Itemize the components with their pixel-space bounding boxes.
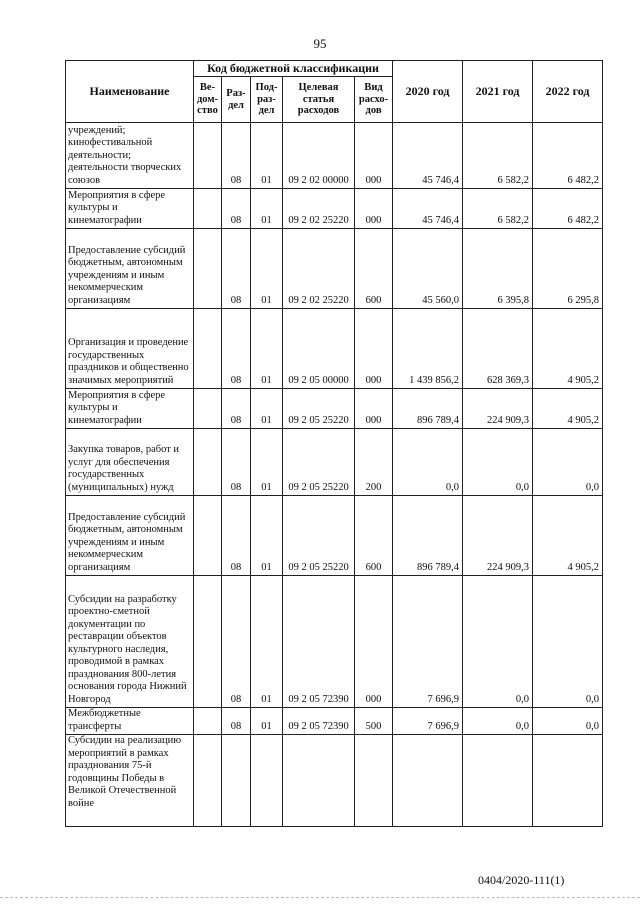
row-razdel: 08 <box>222 229 251 309</box>
row-2020 <box>393 735 463 827</box>
row-ved <box>194 123 222 189</box>
row-2022: 6 295,8 <box>533 229 603 309</box>
row-2022: 6 482,2 <box>533 189 603 229</box>
row-vid: 200 <box>355 429 393 496</box>
row-name: Организация и проведение государственных праздников и общественно значимых мероприятий <box>66 309 194 389</box>
row-podrazdel <box>251 735 283 827</box>
row-ved <box>194 229 222 309</box>
row-vid: 000 <box>355 576 393 708</box>
row-target: 09 2 05 25220 <box>283 389 355 429</box>
row-2020: 7 696,9 <box>393 708 463 735</box>
row-vid: 000 <box>355 123 393 189</box>
row-2020: 0,0 <box>393 429 463 496</box>
table-row <box>66 429 603 496</box>
row-ved <box>194 735 222 827</box>
header-2020: 2020 год <box>393 61 463 123</box>
row-name: учреждений; кинофестивальной деятельности; деятельности творческих союзов <box>66 123 194 189</box>
row-2022: 4 905,2 <box>533 309 603 389</box>
row-name: Межбюджетные трансферты <box>66 708 194 735</box>
row-2021: 628 369,3 <box>463 309 533 389</box>
row-name: Мероприятия в сфере культуры и кинематографии <box>66 189 194 229</box>
row-2021: 6 582,2 <box>463 189 533 229</box>
row-ved <box>194 309 222 389</box>
row-2020: 45 746,4 <box>393 189 463 229</box>
row-razdel: 08 <box>222 576 251 708</box>
header-name: Наименование <box>66 61 194 123</box>
row-vid <box>355 735 393 827</box>
row-razdel: 08 <box>222 389 251 429</box>
row-target: 09 2 05 25220 <box>283 496 355 576</box>
table-row <box>66 123 603 189</box>
row-target: 09 2 05 72390 <box>283 576 355 708</box>
table-row <box>66 708 603 735</box>
table-row <box>66 576 603 708</box>
row-2021: 224 909,3 <box>463 496 533 576</box>
row-podrazdel: 01 <box>251 189 283 229</box>
row-ved <box>194 389 222 429</box>
row-ved <box>194 496 222 576</box>
row-2022: 0,0 <box>533 429 603 496</box>
row-2020: 1 439 856,2 <box>393 309 463 389</box>
table-row <box>66 309 603 389</box>
row-2020: 45 746,4 <box>393 123 463 189</box>
row-razdel <box>222 735 251 827</box>
header-podrazdel: Под-раз-дел <box>251 77 283 123</box>
row-target: 09 2 05 25220 <box>283 429 355 496</box>
table-body <box>66 123 603 827</box>
budget-table <box>65 60 603 827</box>
row-razdel: 08 <box>222 189 251 229</box>
row-razdel: 08 <box>222 309 251 389</box>
row-name: Предоставление субсидий бюджетным, автономным учреждениям и иным некоммерческим организациям <box>66 496 194 576</box>
bottom-rule <box>0 897 640 898</box>
row-2021: 0,0 <box>463 576 533 708</box>
row-2021: 224 909,3 <box>463 389 533 429</box>
row-razdel: 08 <box>222 123 251 189</box>
row-2021: 6 582,2 <box>463 123 533 189</box>
row-podrazdel: 01 <box>251 576 283 708</box>
row-razdel: 08 <box>222 496 251 576</box>
row-podrazdel: 01 <box>251 708 283 735</box>
row-podrazdel: 01 <box>251 389 283 429</box>
header-vid: Вид расхо-дов <box>355 77 393 123</box>
row-razdel: 08 <box>222 708 251 735</box>
row-target: 09 2 05 00000 <box>283 309 355 389</box>
row-podrazdel: 01 <box>251 309 283 389</box>
row-2021: 0,0 <box>463 708 533 735</box>
row-vid: 000 <box>355 389 393 429</box>
page-number: 95 <box>313 36 327 51</box>
row-2021 <box>463 735 533 827</box>
row-ved <box>194 708 222 735</box>
row-podrazdel: 01 <box>251 496 283 576</box>
row-2020: 45 560,0 <box>393 229 463 309</box>
row-2020: 896 789,4 <box>393 496 463 576</box>
row-target: 09 2 02 00000 <box>283 123 355 189</box>
table-row <box>66 496 603 576</box>
row-vid: 600 <box>355 229 393 309</box>
table-row <box>66 735 603 827</box>
header-2021: 2021 год <box>463 61 533 123</box>
row-2022 <box>533 735 603 827</box>
row-vid: 000 <box>355 189 393 229</box>
row-name: Субсидии на реализацию мероприятий в рамках празднования 75-й годовщины Победы в Великой Отечественной войне <box>66 735 194 827</box>
row-2020: 896 789,4 <box>393 389 463 429</box>
row-2022: 0,0 <box>533 708 603 735</box>
row-2021: 0,0 <box>463 429 533 496</box>
row-2020: 7 696,9 <box>393 576 463 708</box>
row-vid: 500 <box>355 708 393 735</box>
table-row <box>66 189 603 229</box>
header-group: Код бюджетной классификации <box>194 61 393 77</box>
row-target: 09 2 02 25220 <box>283 189 355 229</box>
row-podrazdel: 01 <box>251 229 283 309</box>
row-2022: 4 905,2 <box>533 496 603 576</box>
row-target: 09 2 05 72390 <box>283 708 355 735</box>
row-ved <box>194 429 222 496</box>
row-target <box>283 735 355 827</box>
header-ved: Ве-дом-ство <box>194 77 222 123</box>
row-ved <box>194 189 222 229</box>
footer-code: 0404/2020-111(1) <box>478 873 565 887</box>
row-target: 09 2 02 25220 <box>283 229 355 309</box>
row-name: Субсидии на разработку проектно-сметной документации по реставрации объектов культурного наследия, проводимой в рамках празднования 800-летия основания города Нижний Новгород <box>66 576 194 708</box>
row-name: Мероприятия в сфере культуры и кинематографии <box>66 389 194 429</box>
row-podrazdel: 01 <box>251 123 283 189</box>
row-2021: 6 395,8 <box>463 229 533 309</box>
row-2022: 0,0 <box>533 576 603 708</box>
header-razdel: Раз-дел <box>222 77 251 123</box>
row-vid: 000 <box>355 309 393 389</box>
header-target: Целевая статья расходов <box>283 77 355 123</box>
row-razdel: 08 <box>222 429 251 496</box>
table-row <box>66 229 603 309</box>
row-name: Закупка товаров, работ и услуг для обеспечения государственных (муниципальных) нужд <box>66 429 194 496</box>
row-name: Предоставление субсидий бюджетным, автономным учреждениям и иным некоммерческим организациям <box>66 229 194 309</box>
row-ved <box>194 576 222 708</box>
row-2022: 6 482,2 <box>533 123 603 189</box>
row-vid: 600 <box>355 496 393 576</box>
header-2022: 2022 год <box>533 61 603 123</box>
row-2022: 4 905,2 <box>533 389 603 429</box>
row-podrazdel: 01 <box>251 429 283 496</box>
table-row <box>66 389 603 429</box>
